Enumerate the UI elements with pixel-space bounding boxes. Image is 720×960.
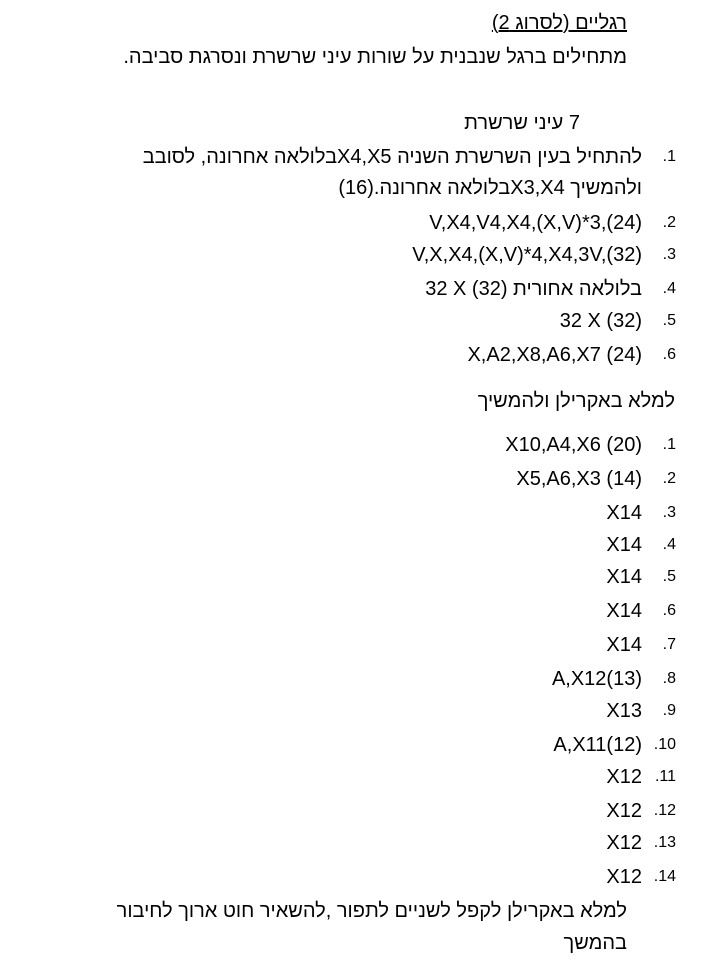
item-number: .6 [662,346,676,363]
section2-heading: למלא באקרילן ולהמשיך [477,390,675,412]
item-text: X12 [606,766,642,788]
item-text-continuation: ולהמשיך X3,X4בלולאה אחרונה.(16) [338,177,642,199]
item-text: X14 [606,634,642,656]
footer-text-continuation: בהמשך [563,932,627,954]
item-number: .8 [662,670,676,687]
item-number: .3 [662,246,676,263]
item-text: X14 [606,566,642,588]
item-text: V,X,X4,(X,V)*4,X4,3V,(32) [412,244,642,266]
item-text: להתחיל בעין השרשרת השניה X4,X5בלולאה אחרונה, לסובב [142,146,642,168]
item-number: .2 [662,214,676,231]
item-number: .14 [653,868,676,885]
section1-heading: 7 עיני שרשרת [464,112,580,134]
item-text: V,X4,V4,X4,(X,V)*3,(24) [429,212,642,234]
intro-text: מתחילים ברגל שנבנית על שורות עיני שרשרת ונסרגת סביבה. [123,46,627,68]
item-text: 32 X בלולאה אחורית (32) [425,278,642,300]
item-number: .4 [662,536,676,553]
item-text: A,X11(12) [553,734,642,756]
item-text: X12 [606,866,642,888]
item-text: X12 [606,832,642,854]
item-text: X12 [606,800,642,822]
item-text: X14 [606,534,642,556]
item-number: .1 [662,148,676,165]
item-text: X14 [606,502,642,524]
item-number: .6 [662,602,676,619]
item-number: .4 [662,280,676,297]
item-number: .13 [653,834,676,851]
item-number: .11 [654,768,676,785]
item-number: .5 [662,568,676,585]
item-text: X,A2,X8,A6,X7 (24) [467,344,642,366]
item-number: .9 [662,702,676,719]
item-number: .3 [662,504,676,521]
item-number: .5 [662,312,676,329]
item-text: X13 [606,700,642,722]
item-number: .2 [662,470,676,487]
item-text: X5,A6,X3 (14) [516,468,642,490]
page-title: רגליים (לסרוג 2) [491,12,627,34]
item-text: A,X12(13) [551,668,642,690]
item-number: .12 [653,802,676,819]
item-text: X14 [606,600,642,622]
item-number: .10 [653,736,676,753]
footer-text: למלא באקרילן לקפל לשניים לתפור ,להשאיר חוט ארוך לחיבור [116,900,627,922]
item-text: X10,A4,X6 (20) [505,434,642,456]
item-number: .7 [662,636,676,653]
item-number: .1 [662,436,676,453]
item-text: 32 X (32) [559,310,642,332]
